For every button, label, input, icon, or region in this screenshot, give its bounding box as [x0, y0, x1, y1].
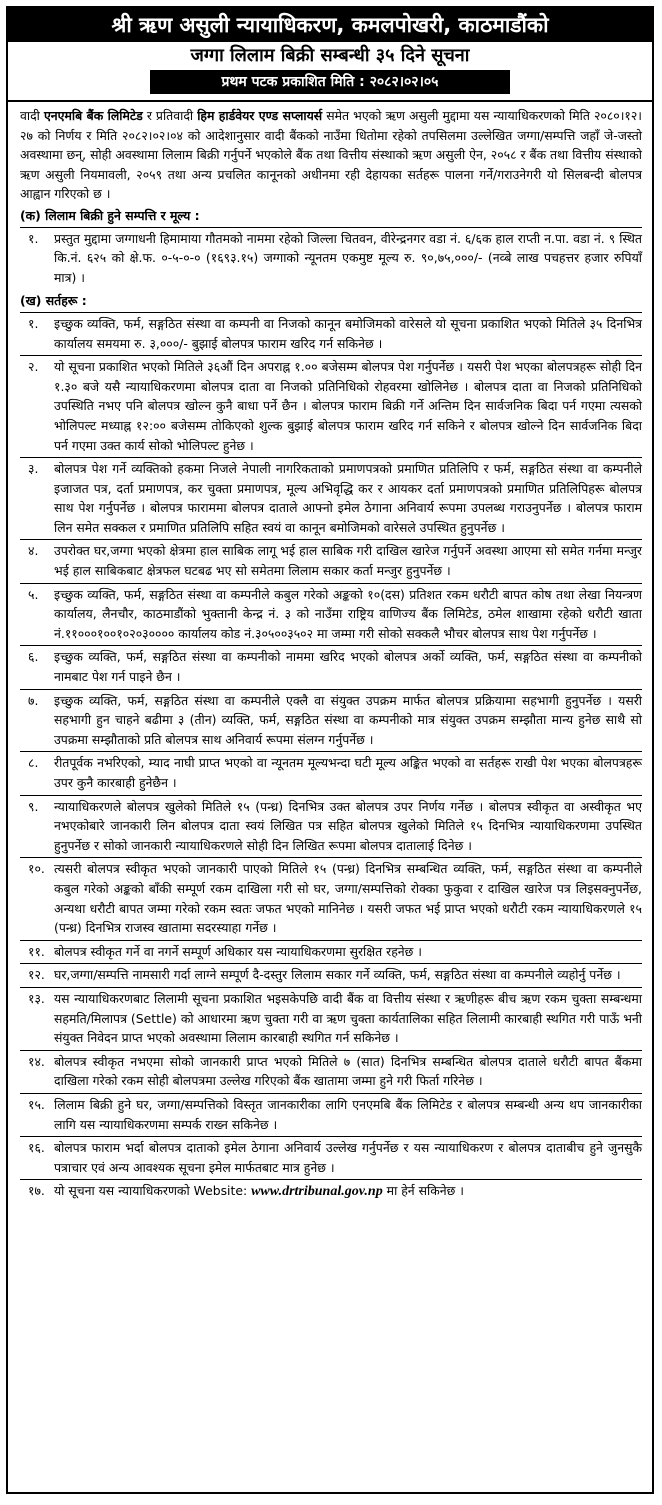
list-item	[20, 1093, 642, 1136]
notice-frame	[6, 6, 654, 1494]
list-item	[20, 1136, 642, 1179]
notice-header	[8, 8, 652, 102]
item-text: बोलपत्र स्वीकृत नभएमा सोको जानकारी प्राप्त भएको मितिले ७ (सात) दिनभित्र सम्बन्धित बोलपत्र दाताले धरौटी बापत बैंकमा दाखिला गरेको रकम सोही बोलपत्रमा उल्लेख गरिएको बैंक खातामा जम्मा हुने गरी फिर्ता गरिनेछ ।	[54, 1053, 642, 1089]
item-number: १२.	[28, 967, 45, 983]
item-text: प्रस्तुत मुद्दामा जग्गाधनी हिमामाया गौतमको नाममा रहेको जिल्ला चितवन, वीरेन्द्रनगर वडा नं. ६/६क हाल राप्ती न.पा. वडा नं. ९ स्थित कि.नं. ६२५ को क्षे.फ. ०-५-०-० (१६९३.१५) जग्गाको न्यूनतम एकमुष्ट मूल्य रु. ९०,७५,०००/- (नव्बे लाख पचहत्तर हजार रुपियाँ मात्र) ।	[54, 230, 642, 285]
item-text: त्यसरी बोलपत्र स्वीकृत भएको जानकारी पाएको मितिले १५ (पन्ध्र) दिनभित्र सम्बन्धित व्यक्ति, फर्म, सङ्गठित संस्था वा कम्पनीले कबुल गरेको अङ्कको बाँकी सम्पूर्ण रकम दाखिला गरी सो घर, जग्गा/सम्पत्तिको रोक्का फुकुवा र दाखिल खारेज पत्र लिइसक्नुपर्नेछ, अन्यथा धरौटी बापत जम्मा गरेको रकम स्वतः जफत भएको मानिनेछ । यसरी जफत भई प्राप्त भएको धरौटी रकम न्यायाधिकरणले १५ (पन्ध्र) दिनभित्र राजस्व खातामा सदरस्याहा गर्नेछ ।	[54, 861, 642, 936]
item-text: यो सूचना प्रकाशित भएको मितिले ३६औं दिन अपराह्न १.०० बजेसम्म बोलपत्र पेश गर्नुपर्नेछ । यसरी पेश भएका बोलपत्रहरू सोही दिन १.३० बजे यसै न्यायाधिकरणमा बोलपत्र दाता वा निजको प्रतिनिधिको रोहवरमा खोलिनेछ । बोलपत्र दाता वा निजको प्रतिनिधिको उपस्थिति नभए पनि बोलपत्र खोल्न कुनै बाधा पर्ने छैन । बोलपत्र फाराम बिक्री गर्ने अन्तिम दिन सार्वजनिक बिदा पर्न गएमा त्यसको भोलिपल्ट मध्याह्न १२:०० बजेसम्म तोकिएको शुल्क बुझाई बोलपत्र फाराम खरिद गर्न सकिने र बोलपत्र खोल्ने दिन सार्वजनिक बिदा पर्न गएमा उक्त कार्य सोको भोलिपल्ट हुनेछ ।	[54, 359, 642, 453]
tribunal-title: श्री ऋण असुली न्यायाधिकरण, कमलपोखरी, काठमाडौंको	[8, 8, 652, 42]
section-kha-list	[20, 312, 642, 1179]
list-item	[20, 645, 642, 688]
list-item	[20, 795, 642, 858]
item-number: ८.	[28, 755, 39, 771]
item-number: १.	[28, 230, 39, 246]
item-number: ९.	[28, 798, 39, 814]
list-item	[20, 751, 642, 794]
item-number: १४.	[28, 1053, 45, 1069]
list-item	[20, 457, 642, 539]
item-text: न्यायाधिकरणले बोलपत्र खुलेको मितिले १५ (पन्ध्र) दिनभित्र उक्त बोलपत्र उपर निर्णय गर्नेछ । बोलपत्र स्वीकृत वा अस्वीकृत भए नभएकोबारे जानकारी लिन बोलपत्र दाता स्वयं लिखित पत्र सहित बोलपत्र खुलेको मितिले १५ दिनभित्र न्यायाधिकरणमा उपस्थित हुनुपर्नेछ र सोको जानकारी न्यायाधिकरणले सोही दिन लिखित रूपमा बोलपत्र दातालाई दिनेछ ।	[54, 798, 642, 853]
item-number: ११.	[28, 943, 45, 959]
item-text: इच्छुक व्यक्ति, फर्म, सङ्गठित संस्था वा कम्पनी वा निजको कानून बमोजिमको वारेसले यो सूचना प्रकाशित भएको मितिले ३५ दिनभित्र कार्यालय समयमा रु. ३,०००/- बुझाई बोलपत्र फाराम खरिद गर्न सकिनेछ ।	[54, 315, 642, 351]
section-ka-heading: (क) लिलाम बिक्री हुने सम्पत्ति र मूल्य :	[20, 207, 200, 223]
list-item	[20, 963, 642, 987]
item-text: बोलपत्र स्वीकृत गर्ने वा नगर्ने सम्पूर्ण अधिकार यस न्यायाधिकरणमा सुरक्षित रहनेछ ।	[54, 943, 422, 959]
item-text: लिलाम बिक्री हुने घर, जग्गा/सम्पत्तिको विस्तृत जानकारीका लागि एनएमबि बैंक लिमिटेड र बोलपत्र सम्बन्धी अन्य थप जानकारीका लागि यस न्यायाधिकरणमा सम्पर्क राख्न सकिनेछ ।	[54, 1096, 642, 1132]
item-number: १६.	[28, 1140, 45, 1156]
list-item	[20, 857, 642, 939]
item-number: १५.	[28, 1096, 45, 1112]
list-item	[20, 583, 642, 646]
list-item	[20, 312, 642, 355]
item-number: ५.	[28, 586, 39, 602]
website-link[interactable]: www.drtribunal.gov.np	[251, 1184, 383, 1200]
item-number: ६.	[28, 649, 39, 665]
item-number: १३.	[28, 990, 45, 1006]
website-suffix: मा हेर्न सकिनेछ ।	[382, 1183, 464, 1199]
intro-paragraph	[20, 106, 642, 204]
plaintiff-name: एनएमबि बैंक लिमिटेड	[43, 108, 143, 123]
list-item	[20, 539, 642, 582]
notice-subtitle: जग्गा लिलाम बिक्री सम्बन्धी ३५ दिने सूचना	[190, 45, 470, 66]
item-text: बोलपत्र फाराम भर्दा बोलपत्र दाताको इमेल ठेगाना अनिवार्य उल्लेख गर्नुपर्नेछ र यस न्यायाधिकरण र बोलपत्र दाताबीच हुने जुनसुकै पत्राचार एवं अन्य आवश्यक सूचना इमेल मार्फतबाट मात्र हुनेछ ।	[54, 1140, 642, 1175]
item-number: ३.	[28, 461, 39, 477]
item-text: इच्छुक व्यक्ति, फर्म, सङ्गठित संस्था वा कम्पनीको नाममा खरिद भएको बोलपत्र अर्को व्यक्ति, फर्म, सङ्गठित संस्था वा कम्पनीको नामबाट पेश गर्न पाइने छैन ।	[54, 649, 642, 685]
intro-text-3: समेत भएको ऋण असुली मुद्दामा यस न्यायाधिकरणको मिति २०८०।१२।२७ को निर्णय र मिति २०८२।०२।०४ को आदेशानुसार वादी बैंकको नाउँमा धितोमा रहेको तपसिलमा उल्लेखित जग्गा/सम्पत्ति जहाँ जे-जस्तो अवस्थामा छन्, सोही अवस्थामा लिलाम बिक्री गर्नुपर्ने भएकोले बैंक तथा वित्तीय संस्थाको ऋण असुली ऐन, २०५८ र बैंक तथा वित्तीय संस्थाको ऋण असुली नियमावली, २०५९ तथा अन्य प्रचलित कानूनको अधीनमा रही देहायका सर्तहरू पालना गर्ने/गराउनेगरी यो सिलबन्दी बोलपत्र आह्वान गरिएको छ ।	[20, 108, 642, 202]
website-prefix: यो सूचना यस न्यायाधिकरणको Website:	[54, 1183, 252, 1199]
list-item	[20, 355, 642, 457]
list-item	[20, 689, 642, 752]
published-date-label: प्रथम पटक प्रकाशित मिति : २०८२।०२।०५	[150, 70, 510, 94]
list-item	[20, 940, 642, 964]
item-number: ४.	[28, 543, 39, 559]
section-kha-heading: (ख) सर्तहरू :	[20, 293, 87, 309]
list-item	[20, 987, 642, 1050]
item-text: बोलपत्र पेश गर्ने व्यक्तिको हकमा निजले नेपाली नागरिकताको प्रमाणपत्रको प्रमाणित प्रतिलिपि र फर्म, सङ्गठित संस्था वा कम्पनीले इजाजत पत्र, दर्ता प्रमाणपत्र, कर चुक्ता प्रमाणपत्र, मूल्य अभिवृद्धि कर र आयकर दर्ता प्रमाणपत्रको प्रमाणित प्रतिलिपिहरू बोलपत्र साथ पेश गर्नुपर्नेछ । बोलपत्र फाराममा बोलपत्र दाताले आफ्नो इमेल ठेगाना अनिवार्य रूपमा उपलब्ध गराउनुपर्नेछ । बोलपत्र फाराम लिन समेत सक्कल र प्रमाणित प्रतिलिपि सहित स्वयं वा कानून बमोजिमको वारेसले उपस्थित हुनुपर्नेछ ।	[54, 461, 642, 535]
item-number: १.	[28, 315, 39, 331]
item-number: २.	[28, 359, 39, 375]
item-text: इच्छुक व्यक्ति, फर्म, सङ्गठित संस्था वा कम्पनीले कबुल गरेको अङ्कको १०(दस) प्रतिशत रकम धरौटी बापत कोष तथा लेखा नियन्त्रण कार्यालय, लैनचौर, काठमाडौंको भुक्तानी केन्द्र नं. ३ को नाउँमा राष्ट्रिय वाणिज्य बैंक लिमिटेड, ठमेल शाखामा रहेको धरौटी खाता नं.११०००१००१०२०३०००० कार्यालय कोड नं.३०५००३५०२ मा जम्मा गरी सोको सक्कलै भौचर बोलपत्र साथ पेश गर्नुपर्नेछ ।	[54, 586, 642, 641]
item-text: घर,जग्गा/सम्पत्ति नामसारी गर्दा लाग्ने सम्पूर्ण दै-दस्तुर लिलाम सकार गर्ने व्यक्ति, फर्म, सङ्गठित संस्था वा कम्पनीले व्यहोर्नु पर्नेछ ।	[54, 967, 621, 983]
list-item	[20, 227, 642, 290]
item-text: इच्छुक व्यक्ति, फर्म, सङ्गठित संस्था वा कम्पनीले एक्लै वा संयुक्त उपक्रम मार्फत बोलपत्र प्रक्रियामा सहभागी हुनुपर्नेछ । यसरी सहभागी हुन चाहने बढीमा ३ (तीन) व्यक्ति, फर्म, सङ्गठित संस्था वा कम्पनीको मात्र संयुक्त उपक्रम सम्झौता मान्य हुनेछ साथै सो उपक्रमा सम्झौताको प्रति बोलपत्र साथ अनिवार्य रूपमा संलग्न गर्नुपर्नेछ ।	[54, 692, 642, 747]
intro-text-2: र प्रतिवादी	[142, 108, 198, 123]
item-text: उपरोक्त घर,जग्गा भएको क्षेत्रमा हाल साबिक लागू भई हाल साबिक गरी दाखिल खारेज गर्नुपर्ने अवस्था आएमा सो समेत गर्नमा मन्जुर भई हाल साबिकबाट क्षेत्रफल घटबढ भए सो समेतमा लिलाम सकार कर्ता मन्जुर हुनुपर्नेछ ।	[54, 543, 642, 579]
item-text: रीतपूर्वक नभरिएको, म्याद नाघी प्राप्त भएको वा न्यूनतम मूल्यभन्दा घटी मूल्य अङ्कित भएको वा सर्तहरू राखी पेश भएका बोलपत्रहरू उपर कुनै कारबाही हुनेछैन ।	[54, 755, 642, 790]
item-number: १७.	[28, 1183, 45, 1199]
item-text	[54, 1181, 642, 1202]
intro-text-1: वादी	[20, 108, 44, 123]
item-text: यस न्यायाधिकरणबाट लिलामी सूचना प्रकाशित भइसकेपछि वादी बैंक वा वित्तीय संस्था र ऋणीहरू बीच ऋण रकम चुक्ता सम्बन्धमा सहमति/मिलापत्र (Settle) को आधारमा ऋण चुक्ता गरी वा ऋण चुक्ता कार्यतालिका सहित लिलामी कारबाही स्थगित गरी पाऊँ भनी संयुक्त निवेदन प्राप्त भएको अवस्थामा लिलाम कारबाही स्थगित गर्न सकिनेछ ।	[54, 990, 642, 1046]
defendant-name: हिम हार्डवेयर एण्ड सप्लायर्स	[197, 108, 323, 123]
list-item-website	[20, 1179, 642, 1204]
item-number: १०.	[28, 861, 45, 877]
section-ka-list	[20, 227, 642, 290]
item-number: ७.	[28, 692, 39, 708]
notice-body	[8, 102, 652, 1204]
list-item	[20, 1050, 642, 1093]
